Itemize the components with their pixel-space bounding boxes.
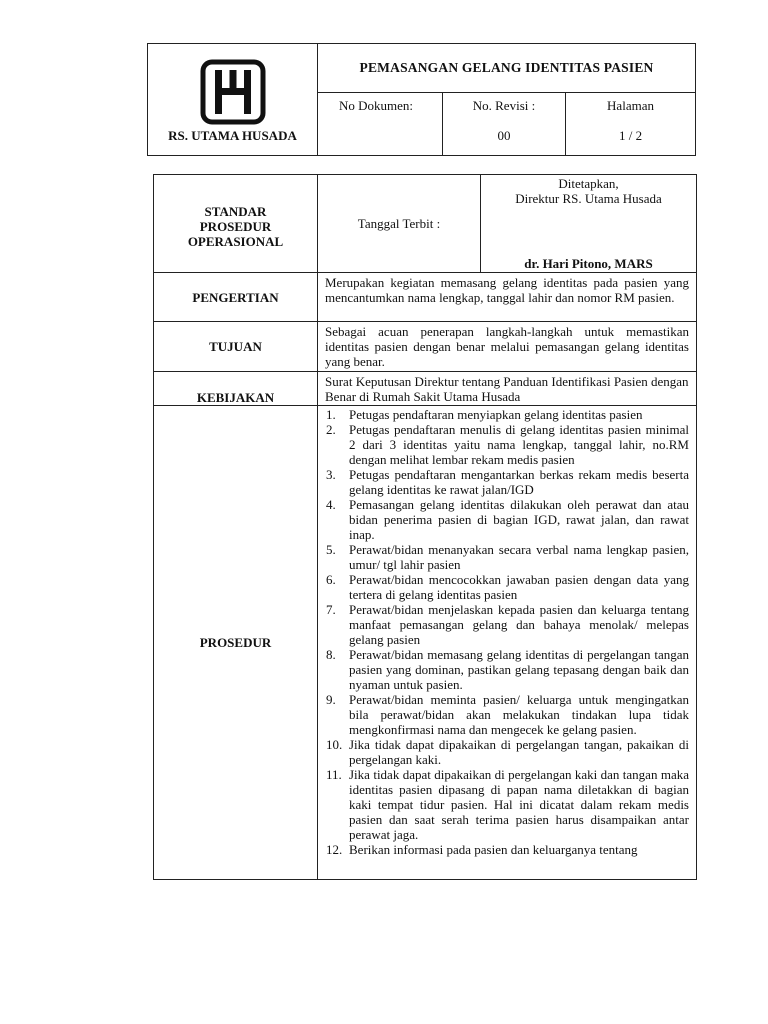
prosedur-label: PROSEDUR [154, 406, 318, 880]
prosedur-step [318, 767, 689, 842]
prosedur-step [318, 647, 689, 692]
sop-label-cell [154, 175, 318, 273]
prosedur-step-text: Petugas pendaftaran mengantarkan berkas rekam medis beserta gelang identitas ke rawat jalan/IGD [349, 467, 689, 497]
hospital-logo-icon [200, 59, 266, 125]
prosedur-step-number: 11. [326, 767, 342, 782]
signatory-name: dr. Hari Pitono, MARS [524, 256, 653, 271]
pengertian-text: Merupakan kegiatan memasang gelang identitas pada pasien yang mencantumkan nama lengkap, tanggal lahir dan nomor RM pasien. [318, 273, 697, 322]
prosedur-step-number: 7. [326, 602, 336, 617]
prosedur-step-number: 10. [326, 737, 343, 752]
prosedur-step [318, 422, 689, 467]
prosedur-step-text: Petugas pendaftaran menyiapkan gelang identitas pasien [349, 407, 643, 422]
prosedur-step [318, 407, 689, 422]
document-title: PEMASANGAN GELANG IDENTITAS PASIEN [318, 44, 696, 93]
prosedur-step-number: 5. [326, 542, 336, 557]
prosedur-step-number: 3. [326, 467, 336, 482]
no-dokumen-cell [318, 93, 443, 156]
kebijakan-label: KEBIJAKAN [154, 372, 318, 406]
prosedur-step-text: Pemasangan gelang identitas dilakukan oleh perawat dan atau bidan penerima pasien di bagian IGD, rawat jalan, dan rawat inap. [349, 497, 689, 542]
prosedur-step [318, 692, 689, 737]
prosedur-step-number: 1. [326, 407, 336, 422]
logo-cell [148, 44, 318, 156]
prosedur-step-text: Perawat/bidan memasang gelang identitas di pergelangan tangan pasien yang dominan, pastikan gelang tepasang dengan baik dan nyaman untuk pasien. [349, 647, 689, 692]
prosedur-step-number: 12. [326, 842, 343, 857]
prosedur-step [318, 497, 689, 542]
ditetapkan-label: Ditetapkan, [558, 176, 619, 191]
prosedur-step-text: Perawat/bidan menjelaskan kepada pasien dan keluarga tentang manfaat pemasangan gelang dan bahaya menolak/ melepas gelang pasien [349, 602, 689, 647]
prosedur-list [318, 407, 696, 857]
document-header [147, 43, 696, 156]
sop-label-line2: PROSEDUR [199, 219, 272, 234]
tanggal-terbit-label: Tanggal Terbit : [357, 216, 441, 231]
halaman-label: Halaman [607, 98, 654, 113]
prosedur-step-number: 6. [326, 572, 336, 587]
prosedur-step [318, 737, 689, 767]
tujuan-label: TUJUAN [154, 322, 318, 372]
prosedur-step [318, 842, 689, 857]
pengertian-label: PENGERTIAN [154, 273, 318, 322]
prosedur-step-text: Perawat/bidan menanyakan secara verbal nama lengkap pasien, umur/ tgl lahir pasien [349, 542, 689, 572]
halaman-value: 1 / 2 [618, 128, 643, 143]
prosedur-step [318, 467, 689, 497]
sop-label-line3: OPERASIONAL [187, 234, 284, 249]
prosedur-step-number: 4. [326, 497, 336, 512]
no-revisi-value: 00 [497, 128, 511, 143]
prosedur-step-number: 2. [326, 422, 336, 437]
prosedur-step [318, 542, 689, 572]
prosedur-step-text: Berikan informasi pada pasien dan keluarganya tentang [349, 842, 638, 857]
no-revisi-cell [443, 93, 566, 156]
kebijakan-text: Surat Keputusan Direktur tentang Panduan Identifikasi Pasien dengan Benar di Rumah Sakit Utama Husada [318, 372, 697, 406]
sop-label-line1: STANDAR [204, 204, 267, 219]
prosedur-step-text: Perawat/bidan meminta pasien/ keluarga untuk mengingatkan bila perawat/bidan akan melakukan tindakan lupa tidak mengkonfirmasi nama dan mengecek ke gelang pasien. [349, 692, 689, 737]
prosedur-cell [318, 406, 697, 880]
no-revisi-label: No. Revisi : [472, 98, 536, 113]
prosedur-step [318, 602, 689, 647]
prosedur-step-number: 8. [326, 647, 336, 662]
prosedur-step-text: Perawat/bidan mencocokkan jawaban pasien dengan data yang tertera di gelang identitas pasien [349, 572, 689, 602]
sop-table [153, 174, 697, 880]
tujuan-text: Sebagai acuan penerapan langkah-langkah untuk memastikan identitas pasien dengan benar melalui pemasangan gelang identitas yang benar. [318, 322, 697, 372]
prosedur-step-number: 9. [326, 692, 336, 707]
tanggal-terbit-cell [318, 175, 481, 273]
ditetapkan-cell [481, 175, 697, 273]
no-dokumen-label: No Dokumen: [339, 98, 414, 113]
prosedur-step-text: Petugas pendaftaran menulis di gelang identitas pasien minimal 2 dari 3 identitas yaitu nama lengkap, tanggal lahir, no.RM dengan melihat lembar rekam medis pasien [349, 422, 689, 467]
prosedur-step-text: Jika tidak dapat dipakaikan di pergelangan tangan, pakaikan di pergelangan kaki. [349, 737, 689, 767]
hospital-name: RS. UTAMA HUSADA [168, 128, 297, 143]
prosedur-step-text: Jika tidak dapat dipakaikan di pergelangan kaki dan tangan maka identitas pasien dipasang di papan nama diletakkan di bagian kaki tempat tidur pasien. Hal ini dicatat dalam rekam medis pasien dan saat serah terima pasien harus disampaikan antar perawat jaga. [349, 767, 689, 842]
direktur-label: Direktur RS. Utama Husada [515, 191, 662, 206]
prosedur-step [318, 572, 689, 602]
halaman-cell [566, 93, 696, 156]
